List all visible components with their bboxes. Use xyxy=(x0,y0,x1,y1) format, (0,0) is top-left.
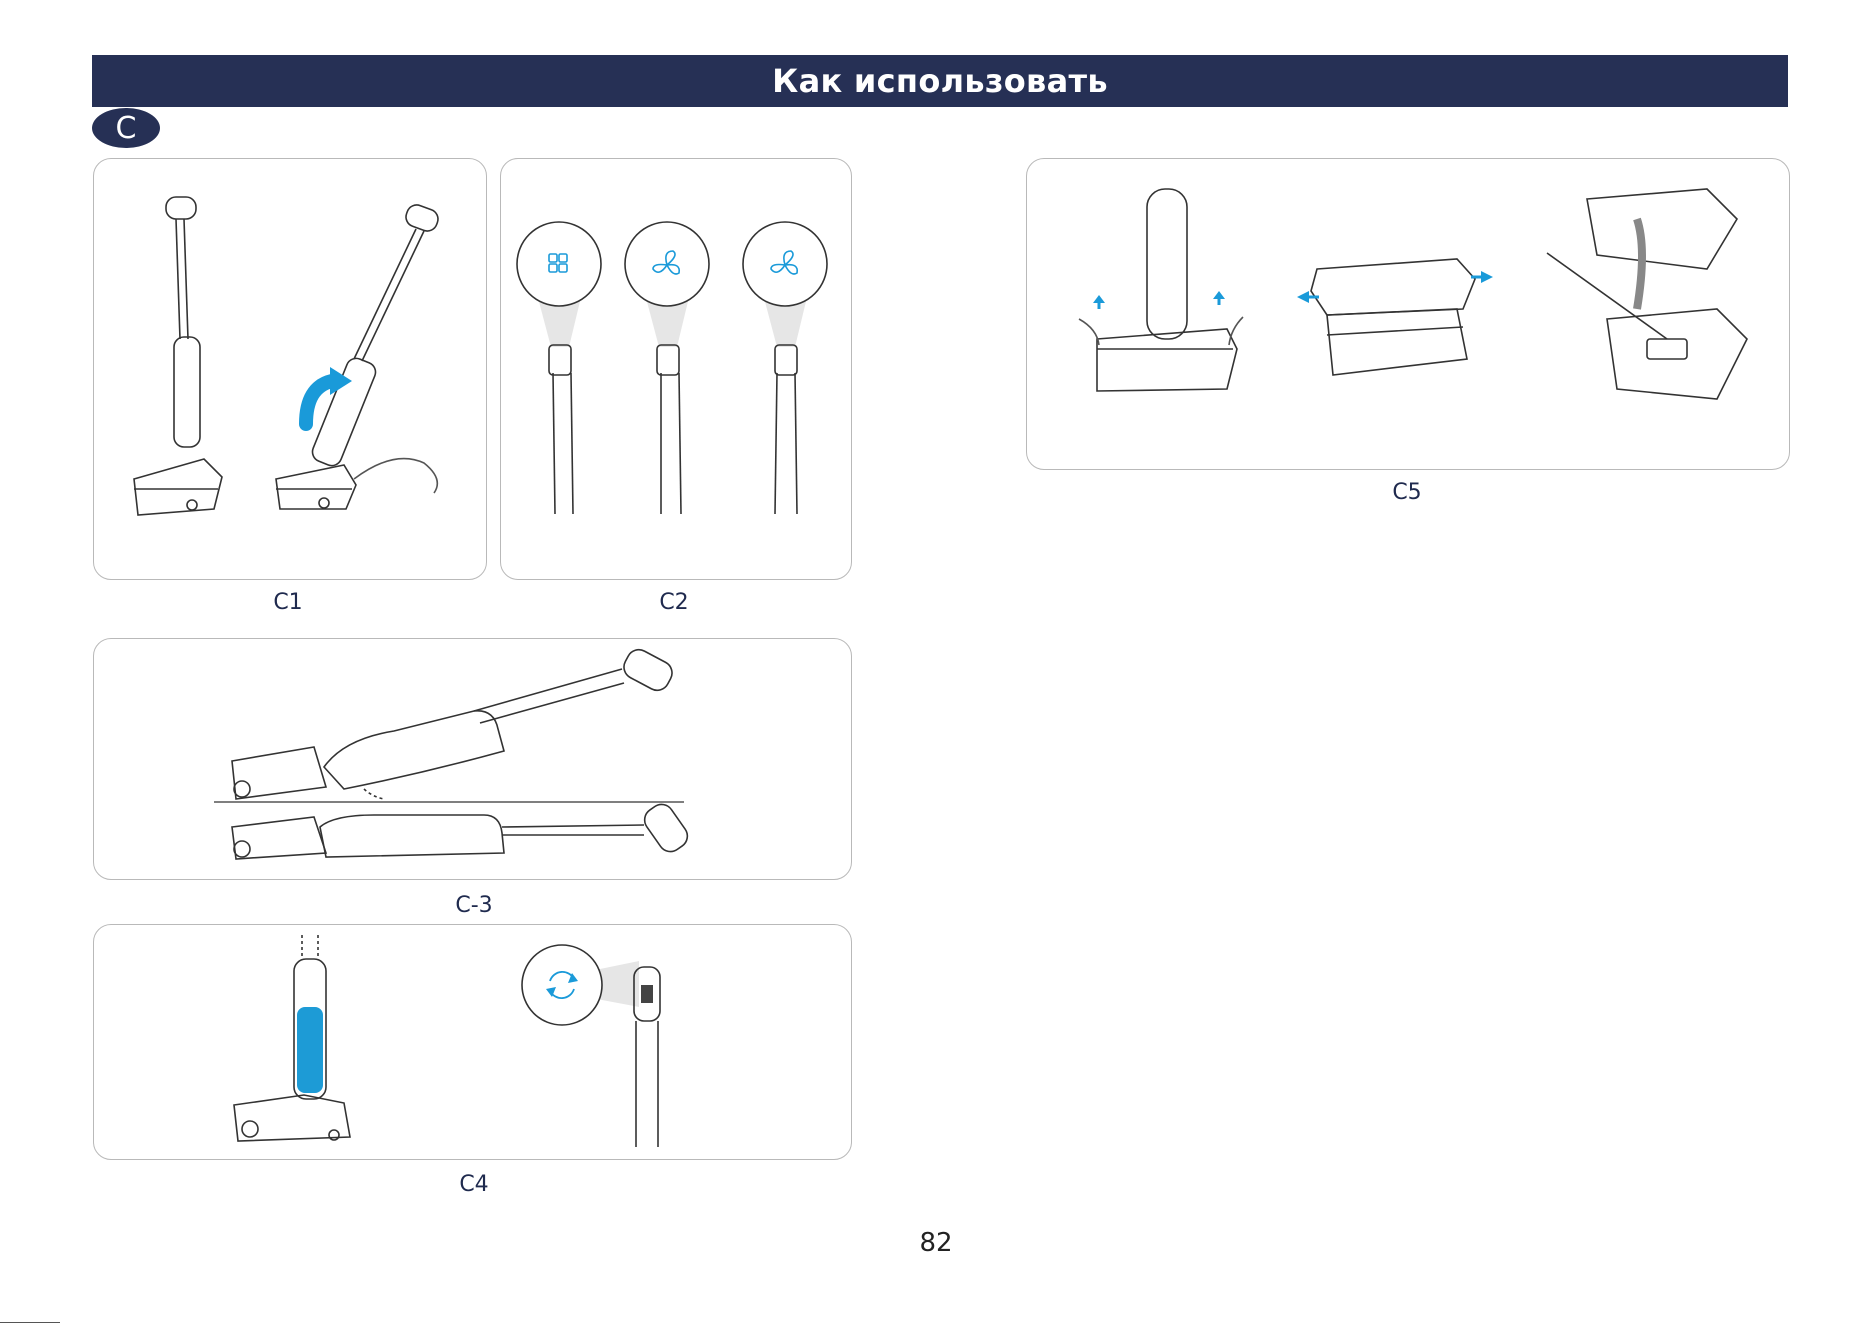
tilted-vacuum-illustration xyxy=(276,202,441,509)
section-letter: C xyxy=(115,110,137,146)
section-badge xyxy=(92,108,160,148)
water-tank-vacuum-illustration xyxy=(234,935,350,1141)
caption-c4: C4 xyxy=(459,1172,489,1197)
arrow-up-icon xyxy=(1213,291,1225,299)
c5-illustration xyxy=(1027,159,1789,469)
handle-display-2 xyxy=(625,222,709,514)
c4-illustration xyxy=(94,925,851,1159)
caption-c5: C5 xyxy=(1392,480,1422,505)
page-title: Как использовать xyxy=(772,62,1108,100)
handle-display-1 xyxy=(517,222,601,514)
panel-c5 xyxy=(1026,158,1790,470)
clean-tray-illustration xyxy=(1547,189,1747,399)
caption-c1: C1 xyxy=(273,590,303,615)
footer-rule xyxy=(0,1322,60,1323)
panel-c3 xyxy=(93,638,852,880)
panel-c1 xyxy=(93,158,487,580)
handle-display-3 xyxy=(743,222,827,514)
reclined-vacuum-illustration xyxy=(232,645,676,799)
panel-c2 xyxy=(500,158,852,580)
arrow-left-icon xyxy=(1297,291,1309,303)
upright-vacuum-illustration xyxy=(134,197,222,515)
flat-vacuum-illustration xyxy=(232,800,692,859)
c1-illustration xyxy=(94,159,486,579)
c2-illustration xyxy=(501,159,851,579)
caption-c3: C-3 xyxy=(455,893,493,918)
c3-illustration xyxy=(94,639,851,879)
tilt-arrow-icon xyxy=(306,381,332,424)
water-level xyxy=(297,1007,323,1093)
page-title-bar xyxy=(92,55,1788,107)
caption-c2: C2 xyxy=(659,590,689,615)
remove-cover-illustration xyxy=(1297,259,1493,375)
lift-brush-head-illustration xyxy=(1079,189,1243,391)
self-clean-handle-illustration xyxy=(522,945,660,1147)
arrow-up-icon xyxy=(1093,295,1105,303)
page-number: 82 xyxy=(919,1228,953,1258)
arrow-right-icon xyxy=(1481,271,1493,283)
panel-c4 xyxy=(93,924,852,1160)
